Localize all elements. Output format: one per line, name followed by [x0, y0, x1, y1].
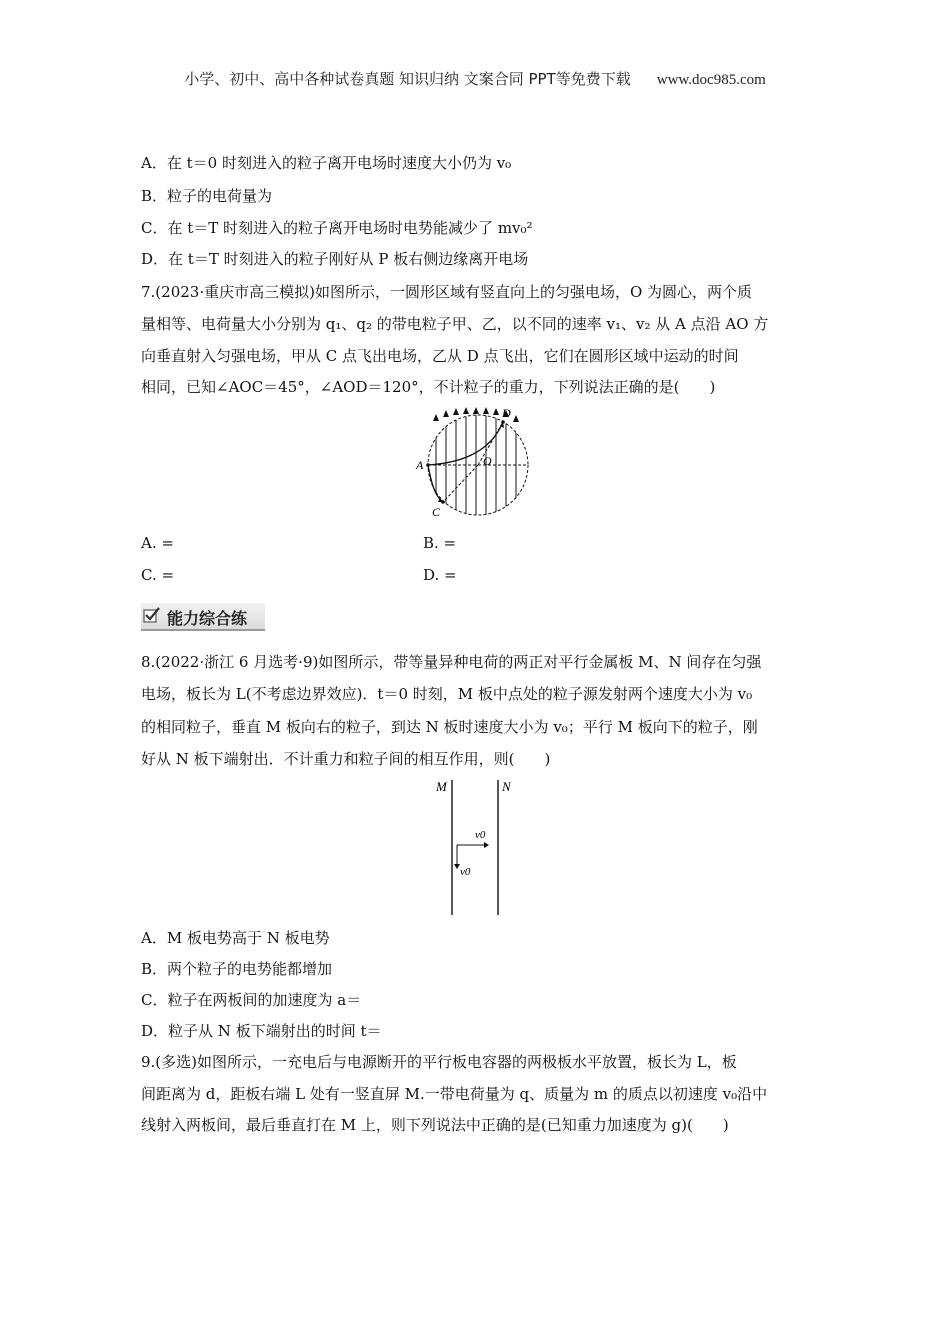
q7-option-d: D. =	[423, 566, 457, 584]
q7-option-a: A. =	[141, 534, 174, 552]
q7-option-b: B. =	[423, 534, 457, 552]
q8-label-n: N	[502, 779, 511, 794]
q9-stem-line1: 9.(多选)如图所示，一充电后与电源断开的平行板电容器的两极板水平放置，板长为 L，板	[141, 1053, 737, 1071]
q8-label-m: M	[436, 779, 447, 794]
q7-option-c: C. =	[141, 566, 175, 584]
q8-label-v-down: v0	[460, 866, 471, 878]
q8-stem-line2: 电场，板长为 L(不考虑边界效应)．t＝0 时刻，M 板中点处的粒子源发射两个速度大小为 v₀	[141, 685, 753, 703]
q9-stem-line2: 间距离为 d，距板右端 L 处有一竖直屏 M.一带电荷量为 q、质量为 m 的质点以初速度 v₀沿中	[141, 1085, 768, 1103]
q7-stem-line4: 相同，已知∠AOC＝45°，∠AOD＝120°，不计粒子的重力，下列说法正确的是( )	[141, 378, 716, 396]
header-url[interactable]: www.doc985.com	[656, 72, 766, 88]
q8-label-v-right: v0	[475, 829, 486, 841]
q7-label-a: A	[416, 458, 424, 472]
q7-stem-line1: 7.(2023·重庆市高三模拟)如图所示，一圆形区域有竖直向上的匀强电场，O 为圆心，两个质	[141, 283, 753, 301]
q7-stem-line3: 向垂直射入匀强电场，甲从 C 点飞出电场，乙从 D 点飞出，它们在圆形区域中运动的时间	[141, 347, 739, 365]
q7-label-c: C	[432, 505, 441, 519]
q7-circle-field-figure	[410, 403, 540, 523]
q6-option-c: C．在 t＝T 时刻进入的粒子离开电场时电势能减少了 mv₀²	[141, 219, 533, 237]
q8-option-a: A．M 板电势高于 N 板电势	[141, 929, 330, 947]
q8-stem-line3: 的相同粒子，垂直 M 板向右的粒子，到达 N 板时速度大小为 v₀；平行 M 板向下的粒子，刚	[141, 718, 758, 736]
q6-option-a: A．在 t＝0 时刻进入的粒子离开电场时速度大小仍为 v₀	[141, 154, 512, 172]
section-header	[141, 603, 265, 631]
checkbox-check-icon	[143, 607, 161, 623]
q8-parallel-plates-figure	[430, 775, 530, 920]
header-text: 小学、初中、高中各种试卷真题 知识归纳 文案合同 PPT等免费下载	[184, 70, 631, 88]
q8-stem-line1: 8.(2022·浙江 6 月选考·9)如图所示，带等量异种电荷的两正对平行金属板 M、N 间存在匀强	[141, 653, 762, 671]
q7-label-o: O	[483, 454, 492, 468]
q6-option-d: D．在 t＝T 时刻进入的粒子刚好从 P 板右侧边缘离开电场	[141, 250, 529, 268]
q9-stem-line3: 线射入两板间，最后垂直打在 M 上，则下列说法中正确的是(已知重力加速度为 g)( )	[141, 1116, 729, 1134]
section-title: 能力综合练	[167, 609, 248, 628]
q6-option-b: B．粒子的电荷量为	[141, 187, 273, 205]
page-header	[0, 68, 950, 89]
q7-stem-line2: 量相等、电荷量大小分别为 q₁、q₂ 的带电粒子甲、乙，以不同的速率 v₁、v₂ 从 A 点沿 AO 方	[141, 315, 769, 333]
q8-option-b: B．两个粒子的电势能都增加	[141, 960, 333, 978]
q8-option-d: D．粒子从 N 板下端射出的时间 t＝	[141, 1022, 382, 1040]
q7-label-d: D	[502, 406, 511, 420]
q8-stem-line4: 好从 N 板下端射出．不计重力和粒子间的相互作用，则( )	[141, 750, 551, 768]
q8-option-c: C．粒子在两板间的加速度为 a＝	[141, 991, 362, 1009]
